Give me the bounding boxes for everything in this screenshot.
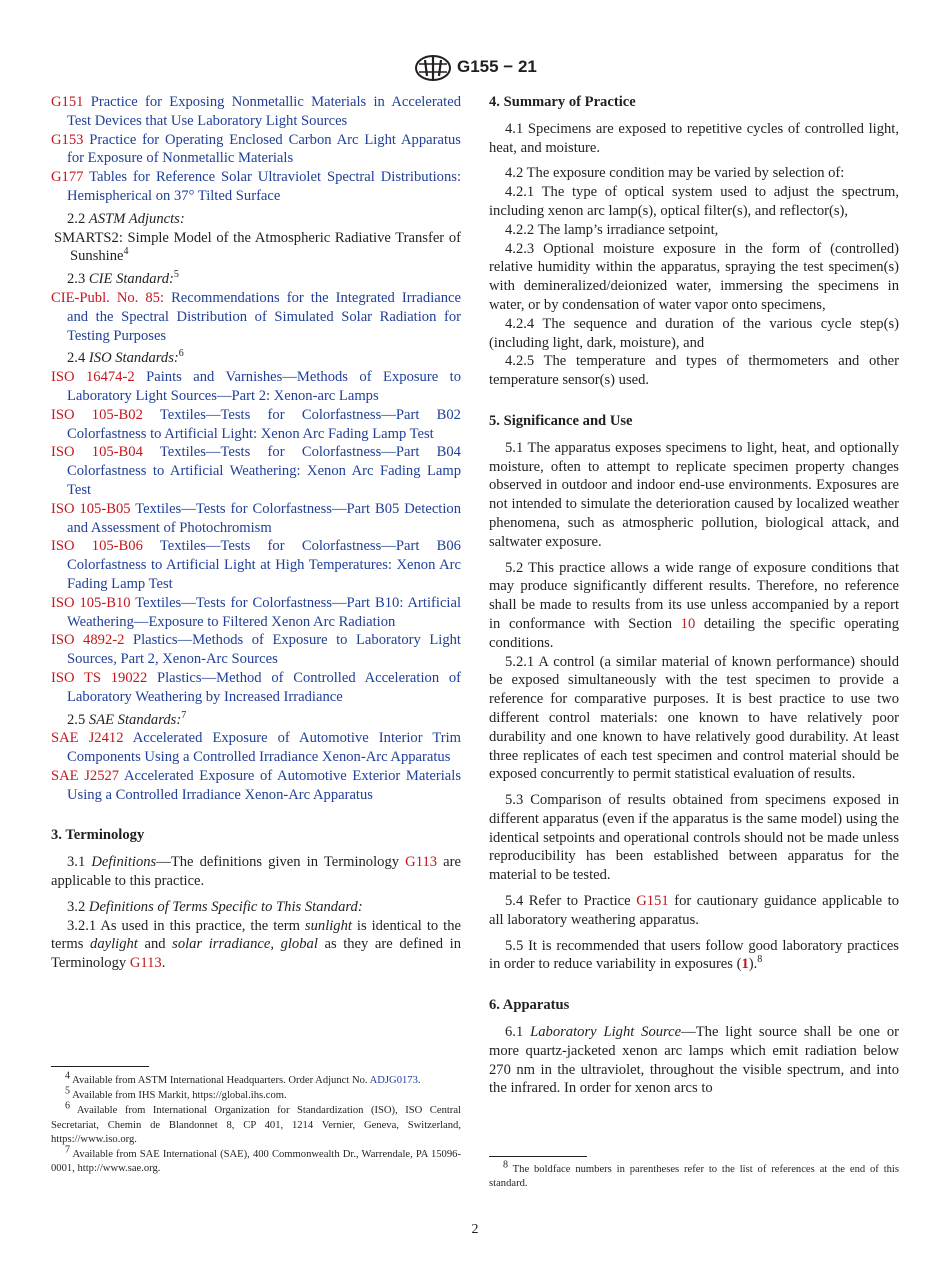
- paragraph-6-1: 6.1 Laboratory Light Source—The light source shall be one or more quartz-jacketed xenon arc lamps which emit radiation below 270 nm in the ultraviolet, throughout the visible spectrum, and into the infrared. In order for xenon arcs to: [489, 1024, 899, 1097]
- reference-code-link[interactable]: ISO TS 19022: [51, 669, 148, 686]
- reference-item-cie: [51, 289, 461, 345]
- reference-list-sae: [51, 729, 461, 804]
- reference-code-link[interactable]: ISO 105-B02: [51, 406, 143, 423]
- reference-item: [51, 669, 461, 707]
- reference-item: [51, 406, 461, 444]
- reference-item: [51, 537, 461, 593]
- section-10-link[interactable]: 10: [680, 615, 696, 632]
- reference-item: [51, 631, 461, 669]
- reference-title-link[interactable]: Recommendations for the Integrated Irradiance and the Spectral Distribution of Simulated Solar Radiation for Testing Purposes: [67, 289, 461, 344]
- reference-code-link[interactable]: G153: [51, 131, 84, 148]
- reference-item-smarts: SMARTS2: Simple Model of the Atmospheric Radiative Transfer of Sunshine$^4$: [54, 229, 461, 265]
- reference-item: [51, 443, 461, 499]
- page-number: 2: [471, 1222, 479, 1237]
- reference-item: [51, 131, 461, 169]
- page-header: [0, 54, 950, 84]
- reference-code-link[interactable]: ISO 105-B10: [51, 594, 131, 611]
- document-designation: G155 − 21: [457, 57, 537, 76]
- footnote-divider: [489, 1156, 587, 1157]
- g113-link[interactable]: G113: [405, 854, 438, 871]
- reference-1-link[interactable]: 1: [741, 956, 749, 973]
- section-5-heading: 5. Significance and Use: [489, 412, 633, 429]
- reference-title-link[interactable]: Plastics—Method of Controlled Acceleration of Laboratory Weathering by Increased Irradiance: [67, 669, 462, 705]
- paragraph-3-1: 3.1 Definitions—The definitions given in Terminology G113 are applicable to this practice.: [51, 854, 461, 890]
- reference-code-link[interactable]: ISO 105-B04: [51, 444, 143, 461]
- paragraph-4-2-3: 4.2.3 Optional moisture exposure in the form of (controlled) relative humidity within the apparatus, spraying the test specimen(s) with demineralized/deionized water, immersing the specimens in water, or by condensation of water vapor onto specimens,: [489, 240, 899, 313]
- paragraph-3-2-1: 3.2.1 As used in this practice, the term sunlight is identical to the terms daylight and solar irradiance, global as they are defined in Terminology G113.: [51, 917, 462, 972]
- footnotes-right: [489, 1159, 899, 1192]
- paragraph-4-1: 4.1 Specimens are exposed to repetitive cycles of controlled light, heat, and moisture.: [489, 120, 899, 156]
- reference-title-link[interactable]: Practice for Exposing Nonmetallic Materials in Accelerated Test Devices that Use Laboratory Light Sources: [67, 94, 461, 129]
- reference-title-link[interactable]: Accelerated Exposure of Automotive Exterior Materials Using a Controlled Irradiance Xenon-Arc Apparatus: [67, 767, 462, 803]
- g113-link[interactable]: G113: [129, 955, 162, 972]
- paragraph-5-4: 5.4 Refer to Practice G151 for cautionary guidance applicable to all laboratory weathering apparatus.: [489, 893, 899, 928]
- paragraph-5-2: 5.2 This practice allows a wide range of exposure conditions that may produce significantly different results. Therefore, no reference shall be made to results from its use unless accompanied by a report in conformance with Section 10 detailing the specific operating conditions.: [489, 559, 900, 651]
- reference-code-link[interactable]: ISO 105-B05: [51, 500, 131, 517]
- reference-item: [51, 594, 461, 632]
- paragraph-5-3: 5.3 Comparison of results obtained from specimens exposed in different apparatus (even if the apparatus is the same model) using the identical setpoints and operational controls should not be made unless reproducibility has been established between apparatus for the material to be tested.: [489, 792, 899, 884]
- paragraph-4-2-1: 4.2.1 The type of optical system used to adjust the spectrum, including xenon arc lamp(s), optical filter(s), and reflector(s),: [489, 184, 899, 219]
- reference-title-link[interactable]: Accelerated Exposure of Automotive Interior Trim Components Using a Controlled Irradiance Xenon-Arc Apparatus: [67, 730, 462, 766]
- reference-title-link[interactable]: Textiles—Tests for Colorfastness—Part B04 Colorfastness to Artificial Weathering: Xenon Arc Fading Lamp Test: [67, 444, 461, 498]
- footnote-6: $^6$ Available from International Organization for Standardization (ISO), ISO Central Secretariat, Chemin de Blandonnet 8, CP 401, 1214 Vernier, Geneva, Switzerland, https://www.iso.org.: [51, 1100, 461, 1145]
- section-2-2-heading: 2.2 ASTM Adjuncts:: [67, 210, 185, 227]
- reference-code-link[interactable]: ISO 4892-2: [51, 632, 125, 649]
- reference-title-link[interactable]: Tables for Reference Solar Ultraviolet Spectral Distributions: Hemispherical on 37° Tilted Surface: [67, 169, 462, 204]
- footnote-8: $^8$ The boldface numbers in parentheses refer to the list of references at the end of this standard.: [489, 1159, 899, 1190]
- g151-link[interactable]: G151: [636, 893, 669, 910]
- paragraph-5-5: 5.5 It is recommended that users follow good laboratory practices in order to reduce variability in exposures (1).$^8$: [489, 937, 899, 973]
- section-2-5-heading: 2.5 SAE Standards:$^7$: [67, 709, 187, 728]
- adjunct-link[interactable]: ADJG0173: [369, 1075, 418, 1086]
- paragraph-4-2-4: 4.2.4 The sequence and duration of the various cycle step(s) (including light, dark, moisture), and: [489, 315, 899, 351]
- footnote-5: $^5$ Available from IHS Markit, https://global.ihs.com.: [65, 1085, 287, 1102]
- astm-logo-icon: [413, 54, 453, 82]
- reference-title-link[interactable]: Textiles—Tests for Colorfastness—Part B02 Colorfastness to Artificial Light: Xenon Arc Fading Lamp Test: [67, 406, 461, 442]
- reference-item: [51, 93, 461, 131]
- paragraph-5-2-1: 5.2.1 A control (a similar material of known performance) should be exposed simultaneously with the test specimen to provide a reference for comparative purposes. It is best practice to use two different control materials: one known to have relatively poor durability and one known to have relatively good durability. At least three replicates of each test specimen and control material should be exposed concurrently to permit statistical evaluation of results.: [489, 653, 899, 783]
- footnote-divider: [51, 1066, 149, 1067]
- paragraph-3-2: 3.2 Definitions of Terms Specific to This Standard:: [67, 898, 363, 915]
- right-column: [489, 93, 899, 1098]
- paragraph-5-1: 5.1 The apparatus exposes specimens to light, heat, and optionally moisture, often to attempt to replicate specimen property changes observed in outdoor and indoor end-use environments. Exposures are not intended to simulate the deterioration caused by localized weather phenomena, such as atmospheric pollution, biological attack, and saltwater exposure.: [489, 439, 899, 550]
- footnote-7: $^7$ Available from SAE International (SAE), 400 Commonwealth Dr., Warrendale, PA 15096-0001, http://www.sae.org.: [51, 1144, 461, 1175]
- footnote-4: $^4$ Available from ASTM International Headquarters. Order Adjunct No. ADJG0173.: [65, 1070, 421, 1086]
- reference-code-link[interactable]: G177: [51, 169, 84, 186]
- reference-code-link[interactable]: SAE J2527: [51, 767, 120, 784]
- reference-list-iso: [51, 368, 461, 706]
- reference-code-link[interactable]: G151: [51, 94, 84, 110]
- reference-item: [51, 500, 461, 538]
- section-2-4-heading: 2.4 ISO Standards:$^6$: [67, 348, 184, 367]
- reference-title-link[interactable]: Textiles—Tests for Colorfastness—Part B06 Colorfastness to Artificial Light at High Temperatures: Xenon Arc Fading Lamp Test: [67, 538, 461, 592]
- reference-code-link[interactable]: SAE J2412: [51, 730, 124, 747]
- section-3-heading: 3. Terminology: [51, 827, 145, 844]
- reference-code-link[interactable]: CIE-Publ. No. 85:: [51, 289, 165, 306]
- section-2-3-heading: 2.3 CIE Standard:$^5$: [67, 269, 179, 288]
- reference-item: [51, 368, 461, 406]
- reference-title-link[interactable]: Textiles—Tests for Colorfastness—Part B10: Artificial Weathering—Exposure to Filtered Xenon Arc Radiation: [67, 594, 462, 630]
- paragraph-4-2: 4.2 The exposure condition may be varied by selection of:: [505, 165, 845, 182]
- reference-title-link[interactable]: Paints and Varnishes—Methods of Exposure to Laboratory Light Sources—Part 2: Xenon-arc Lamps: [67, 369, 462, 404]
- paragraph-4-2-2: 4.2.2 The lamp’s irradiance setpoint,: [505, 221, 719, 238]
- reference-item: [51, 729, 461, 767]
- section-4-heading: 4. Summary of Practice: [489, 94, 636, 110]
- reference-title-link[interactable]: Practice for Operating Enclosed Carbon Arc Light Apparatus for Exposure of Nonmetallic Materials: [67, 131, 461, 167]
- left-column: [51, 93, 461, 973]
- footnotes-left: [51, 1070, 461, 1177]
- reference-code-link[interactable]: ISO 105-B06: [51, 538, 143, 555]
- reference-list-astm: [51, 93, 461, 206]
- reference-title-link[interactable]: Plastics—Methods of Exposure to Laboratory Light Sources, Part 2, Xenon-Arc Sources: [67, 632, 461, 668]
- reference-title-link[interactable]: Textiles—Tests for Colorfastness—Part B05 Detection and Assessment of Photochromism: [67, 500, 461, 536]
- section-6-heading: 6. Apparatus: [489, 997, 570, 1014]
- paragraph-4-2-5: 4.2.5 The temperature and types of thermometers and other temperature sensor(s) used.: [489, 353, 899, 389]
- reference-code-link[interactable]: ISO 16474-2: [51, 369, 135, 386]
- reference-item: [51, 767, 461, 805]
- reference-item: [51, 168, 461, 206]
